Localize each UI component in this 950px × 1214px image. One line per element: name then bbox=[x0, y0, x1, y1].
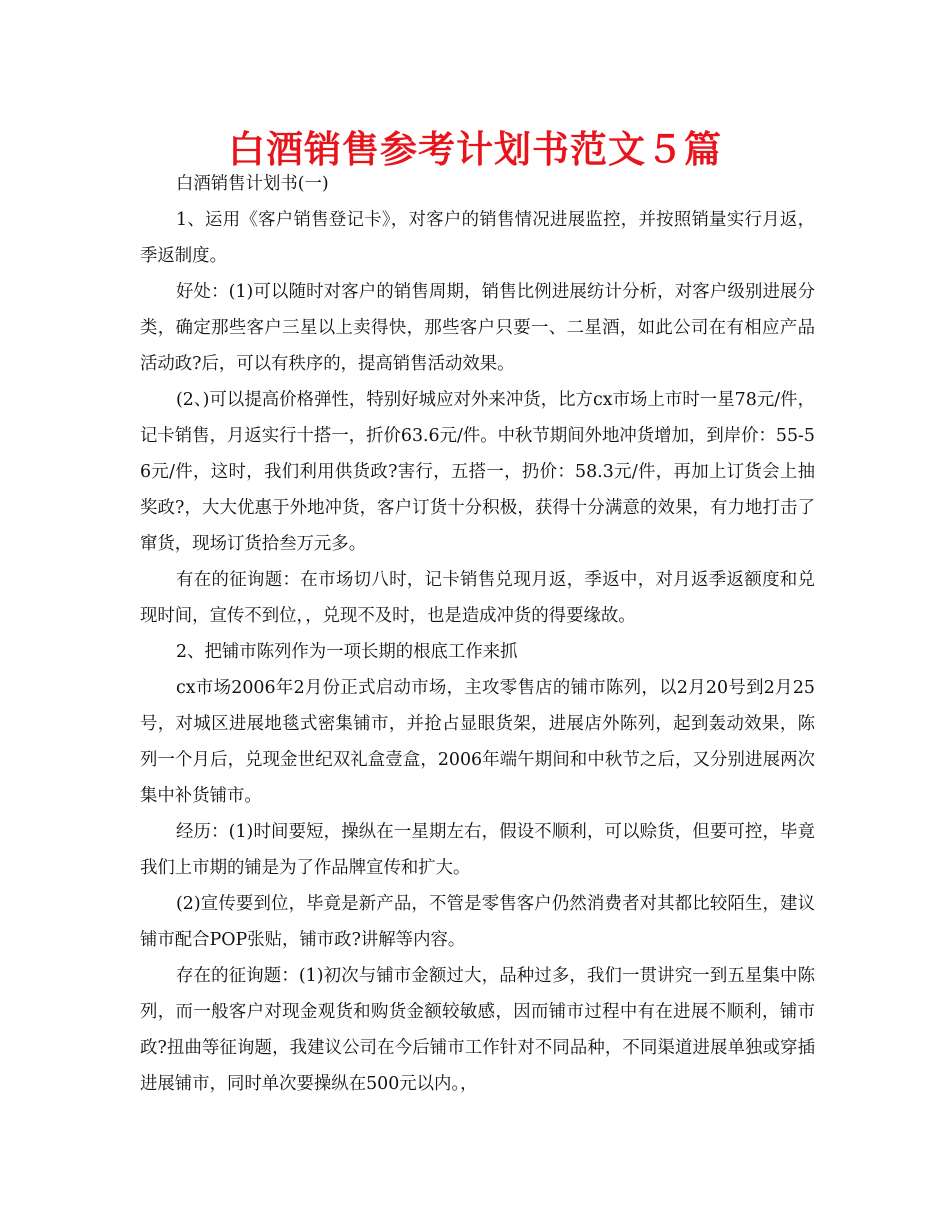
paragraph: 经历：(1)时间要短，操纵在一星期左右，假设不顺利，可以赊货，但要可控，毕竟我们上市期的铺是为了作品牌宣传和扩大。 bbox=[140, 822, 815, 878]
paragraph: 有在的征询题：在市场切八时，记卡销售兑现月返，季返中，对月返季返额度和兑现时间，宣传不到位，，兑现不及时，也是造成冲货的得要缘故。 bbox=[140, 570, 815, 626]
paragraph: 存在的征询题：(1)初次与铺市金额过大，品种过多，我们一贯讲究一到五星集中陈列，而一般客户对现金观货和购货金额较敏感，因而铺市过程中有在进展不顺利，铺市政?扭曲等征询题，我建议公司在今后铺市工作针对不同品种，不同渠道进展单独或穿插进展铺市，同时单次要操纵在500元以内。， bbox=[140, 966, 815, 1094]
paragraph: (2)宣传要到位，毕竟是新产品，不管是零售客户仍然消费者对其都比较陌生，建议铺市配合POP张贴，铺市政?讲解等内容。 bbox=[140, 894, 815, 950]
document-title: 白酒销售参考计划书范文５篇 bbox=[228, 128, 722, 171]
paragraph: (2、)可以提高价格弹性，特别好城应对外来冲货，比方cx市场上市时一星78元/件，记卡销售，月返实行十搭一，折价63.6元/件。中秋节期间外地冲货增加，到岸价：55-56元/件，这时，我们利用供货政?害行，五搭一，扔价：58.3元/件，再加上订货会上抽奖政?，大大优惠于外地冲货，客户订货十分积极，获得十分满意的效果，有力地打击了窜货，现场订货拾叁万元多。 bbox=[140, 390, 815, 554]
paragraph: cx市场2006年2月份正式启动市场，主攻零售店的铺市陈列，以2月20号到2月25号，对城区进展地毯式密集铺市，并抢占显眼货架，进展店外陈列，起到轰动效果，陈列一个月后，兑现金世纪双礼盒壹盒，2006年端午期间和中秋节之后，又分别进展两次集中补货铺市。 bbox=[140, 678, 815, 806]
document-body bbox=[140, 166, 815, 1102]
section-heading: 白酒销售计划书(一) bbox=[176, 174, 329, 194]
paragraph: 好处：(1)可以随时对客户的销售周期，销售比例进展纺计分析，对客户级别进展分类，确定那些客户三星以上卖得快，那些客户只要一、二星酒，如此公司在有相应产品活动政?后，可以有秩序的，提高销售活动效果。 bbox=[140, 282, 815, 374]
paragraph: 1、运用《客户销售登记卡》，对客户的销售情况进展监控，并按照销量实行月返，季返制度。 bbox=[140, 210, 815, 266]
paragraph: 2、把铺市陈列作为一项长期的根底工作来抓 bbox=[176, 642, 518, 662]
